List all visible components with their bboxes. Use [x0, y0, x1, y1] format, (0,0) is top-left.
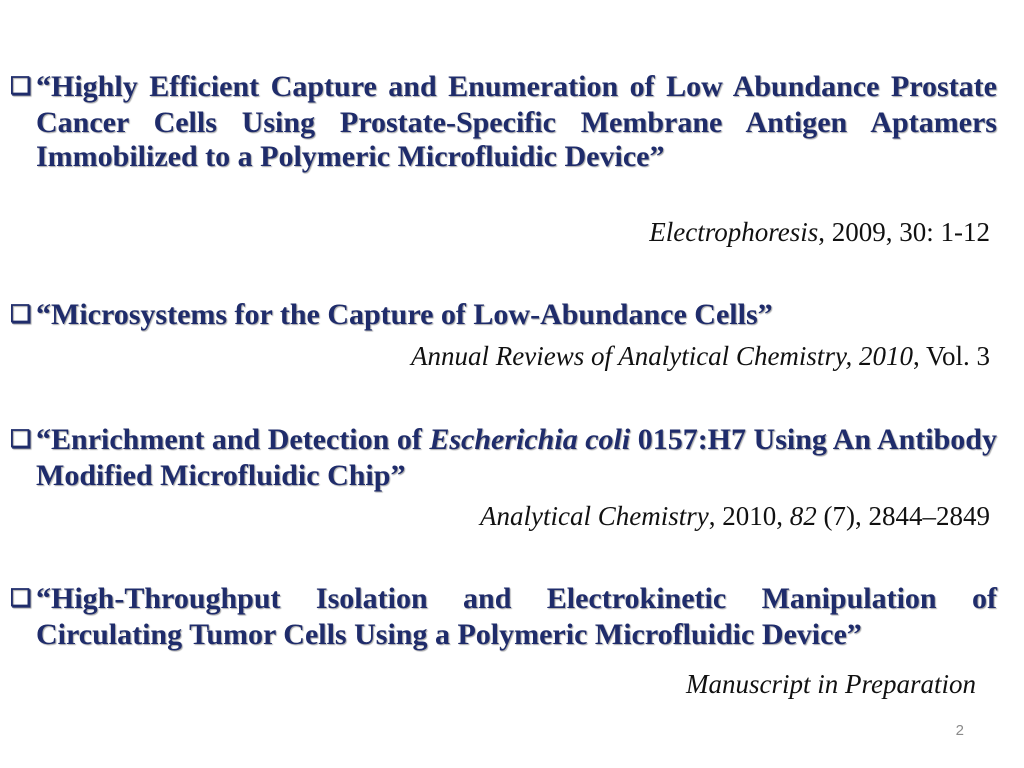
publication-citation-2 — [411, 340, 990, 372]
citation-1-details: , 2009, 30: 1-12 — [818, 217, 990, 247]
citation-2-journal: Annual Reviews of Analytical Chemistry, 2010 — [411, 341, 913, 371]
publication-title-3 — [10, 423, 997, 493]
citation-4-status: Manuscript in Preparation — [686, 669, 976, 699]
publication-title-4-text: “High-Throughput Isolation and Electrokinetic Manipulation of Circulating Tumor Cells Using a Polymeric Microfluidic Device” — [36, 582, 997, 651]
publication-title-1 — [10, 70, 997, 174]
publication-citation-4 — [686, 668, 976, 700]
publication-title-2-text: “Microsystems for the Capture of Low-Abundance Cells” — [36, 298, 773, 331]
publication-title-4 — [10, 582, 997, 652]
publication-title-2 — [10, 298, 997, 334]
checkbox-bullet-icon: ❏ — [10, 586, 32, 612]
publication-title-3-species: Escherichia coli — [429, 423, 631, 456]
publication-title-1-text: “Highly Efficient Capture and Enumeration of Low Abundance Prostate Cancer Cells Using Prostate-Specific Membrane Antigen Aptamers Immobilized to a Polymeric Microfluidic Device” — [36, 70, 997, 173]
citation-3-journal: Analytical Chemistry — [480, 501, 709, 531]
citation-3-volume: 82 — [789, 501, 817, 531]
citation-2-details: , Vol. 3 — [912, 341, 990, 371]
citation-3-details: (7), 2844–2849 — [816, 501, 990, 531]
publication-title-3-before: “Enrichment and Detection of — [36, 423, 430, 456]
checkbox-bullet-icon: ❏ — [10, 74, 32, 100]
publication-title-3-after: 0157:H7 Using An Antibody Modified Microfluidic Chip” — [36, 423, 997, 492]
publication-citation-1 — [649, 216, 990, 248]
checkbox-bullet-icon: ❏ — [10, 427, 32, 453]
citation-3-year: , 2010, — [708, 501, 790, 531]
citation-1-journal: Electrophoresis — [649, 217, 819, 247]
publication-citation-3 — [480, 500, 990, 532]
checkbox-bullet-icon: ❏ — [10, 302, 32, 328]
page-number: 2 — [955, 722, 964, 739]
